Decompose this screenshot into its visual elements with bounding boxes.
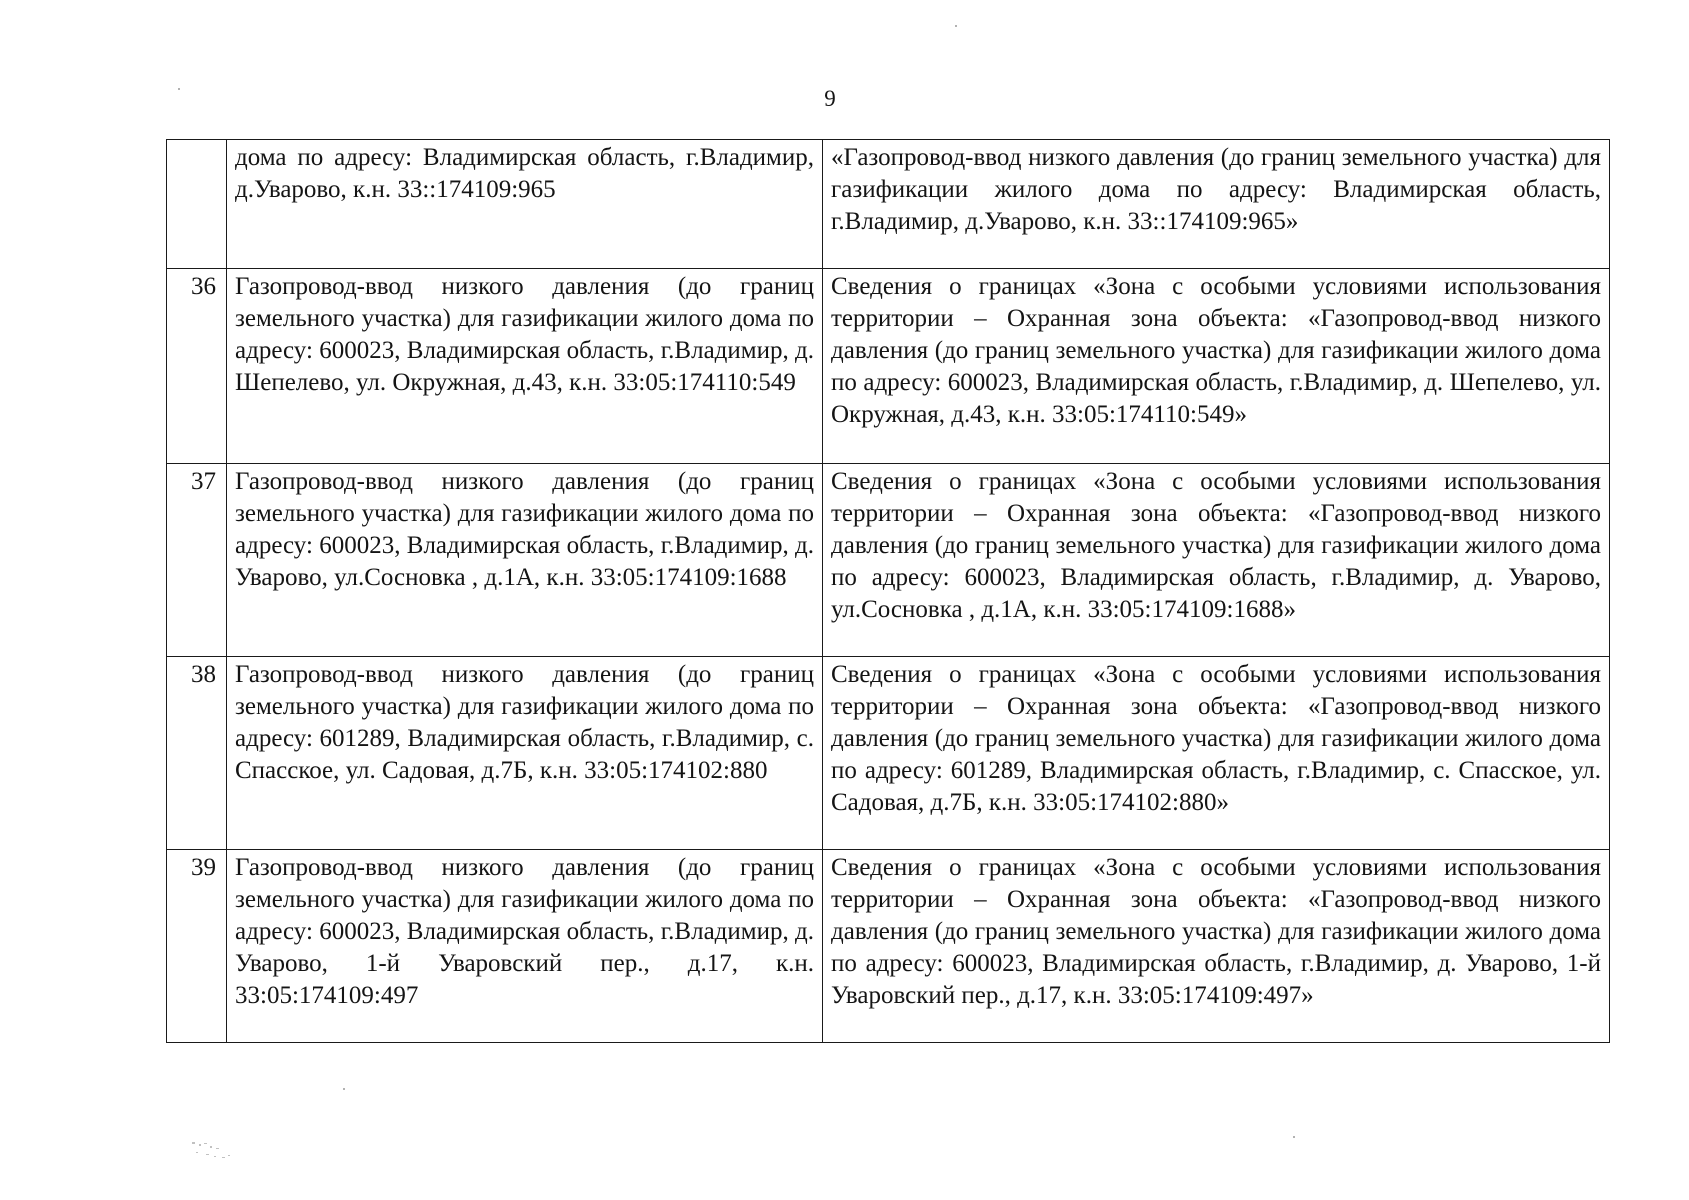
scan-speck	[178, 88, 180, 90]
zone-info: Сведения о границах «Зона с особыми условиями использования территории – Охранная зона объекта: «Газопровод-ввод низкого давления (до границ земельного участка) для газификации жилого дома по адресу: 600023, Владимирская область, г.Владимир, д. Уварово, ул.Сосновка , д.1А, к.н. 33:05:174109:1688»	[823, 464, 1610, 657]
table-row	[167, 140, 1610, 269]
table-row	[167, 657, 1610, 850]
scan-speck	[955, 25, 957, 27]
object-description: Газопровод-ввод низкого давления (до границ земельного участка) для газификации жилого дома по адресу: 601289, Владимирская область, г.Владимир, с. Спасское, ул. Садовая, д.7Б, к.н. 33:05:174102:880	[227, 657, 823, 850]
row-number: 39	[167, 850, 227, 1043]
zones-table	[166, 139, 1610, 1043]
row-number: 38	[167, 657, 227, 850]
object-description: дома по адресу: Владимирская область, г.Владимир, д.Уварово, к.н. 33::174109:965	[227, 140, 823, 269]
object-description: Газопровод-ввод низкого давления (до границ земельного участка) для газификации жилого дома по адресу: 600023, Владимирская область, г.Владимир, д. Шепелево, ул. Окружная, д.43, к.н. 33:05:174110:549	[227, 269, 823, 464]
scan-speck	[1293, 1136, 1295, 1138]
scan-speck	[343, 1088, 345, 1090]
scan-smudge-mark	[190, 1140, 250, 1170]
object-description: Газопровод-ввод низкого давления (до границ земельного участка) для газификации жилого дома по адресу: 600023, Владимирская область, г.Владимир, д. Уварово, 1-й Уваровский пер., д.17, к.н. 33:05:174109:497	[227, 850, 823, 1043]
row-number: 37	[167, 464, 227, 657]
row-number: 36	[167, 269, 227, 464]
zone-info: Сведения о границах «Зона с особыми условиями использования территории – Охранная зона объекта: «Газопровод-ввод низкого давления (до границ земельного участка) для газификации жилого дома по адресу: 601289, Владимирская область, г.Владимир, с. Спасское, ул. Садовая, д.7Б, к.н. 33:05:174102:880»	[823, 657, 1610, 850]
zone-info: Сведения о границах «Зона с особыми условиями использования территории – Охранная зона объекта: «Газопровод-ввод низкого давления (до границ земельного участка) для газификации жилого дома по адресу: 600023, Владимирская область, г.Владимир, д. Шепелево, ул. Окружная, д.43, к.н. 33:05:174110:549»	[823, 269, 1610, 464]
zone-info: «Газопровод-ввод низкого давления (до границ земельного участка) для газификации жилого дома по адресу: Владимирская область, г.Владимир, д.Уварово, к.н. 33::174109:965»	[823, 140, 1610, 269]
zone-info: Сведения о границах «Зона с особыми условиями использования территории – Охранная зона объекта: «Газопровод-ввод низкого давления (до границ земельного участка) для газификации жилого дома по адресу: 600023, Владимирская область, г.Владимир, д. Уварово, 1-й Уваровский пер., д.17, к.н. 33:05:174109:497»	[823, 850, 1610, 1043]
table-row	[167, 464, 1610, 657]
table-row	[167, 850, 1610, 1043]
page-number: 9	[824, 86, 836, 111]
table-row	[167, 269, 1610, 464]
row-number	[167, 140, 227, 269]
object-description: Газопровод-ввод низкого давления (до границ земельного участка) для газификации жилого дома по адресу: 600023, Владимирская область, г.Владимир, д. Уварово, ул.Сосновка , д.1А, к.н. 33:05:174109:1688	[227, 464, 823, 657]
